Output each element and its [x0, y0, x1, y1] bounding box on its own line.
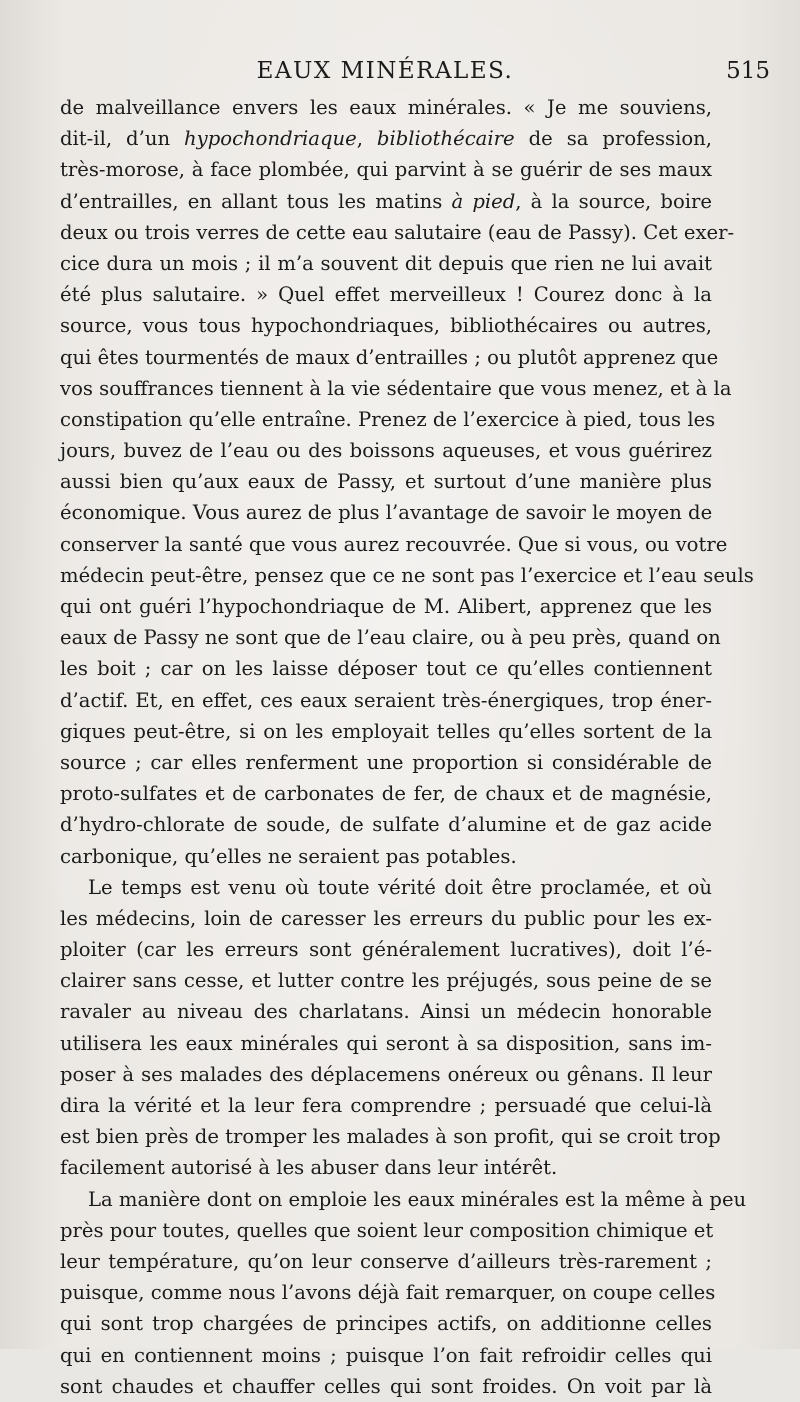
paragraph-1: [60, 92, 754, 872]
text-line: constipation qu’elle entraîne. Prenez de l’exercice à pied, tous les: [60, 407, 716, 431]
text-line: près pour toutes, quelles que soient leur composition chimique et: [60, 1218, 714, 1242]
text-line: qui ont guéri l’hypochondriaque de M. Alibert, apprenez que les: [60, 595, 712, 618]
text-line: très-morose, à face plombée, qui parvint à se guérir de ses maux: [60, 158, 712, 182]
text-line: carbonique, qu’elles ne seraient pas potables.: [60, 844, 517, 868]
text-line: leur température, qu’on leur conserve d’ailleurs très-rarement ;: [60, 1249, 712, 1273]
text-line: proto-sulfates et de carbonates de fer, de chaux et de magnésie,: [60, 782, 712, 806]
paragraph-3: [60, 1184, 747, 1402]
text-line: conserver la santé que vous aurez recouvrée. Que si vous, ou votre: [60, 532, 728, 556]
text-line: facilement autorisé à les abuser dans leur intérêt.: [60, 1156, 558, 1180]
text-line: les boit ; car on les laisse déposer tout ce qu’elles contiennent: [60, 657, 712, 681]
text-span: de sa profession,: [514, 127, 712, 151]
text-line: [60, 186, 712, 217]
text-line: jours, buvez de l’eau ou des boissons aqueuses, et vous guérirez: [60, 439, 712, 463]
text-line: aussi bien qu’aux eaux de Passy, et surtout d’une manière plus: [60, 470, 712, 494]
text-line: source ; car elles renferment une proportion si considérable de: [60, 750, 712, 774]
text-line: qui en contiennent moins ; puisque l’on fait refroidir celles qui: [60, 1343, 712, 1367]
text-line: La manière dont on emploie les eaux minérales est la même à peu: [88, 1187, 747, 1211]
text-line: d’hydro-chlorate de soude, de sulfate d’alumine et de gaz acide: [60, 813, 712, 837]
text-span: d’entrailles, en allant tous les matins: [60, 189, 452, 213]
italic-text: à pied: [451, 189, 516, 213]
page-header: [60, 58, 770, 88]
text-line: qui êtes tourmentés de maux d’entrailles ; ou plutôt apprenez que: [60, 345, 719, 369]
text-line: utilisera les eaux minérales qui seront à sa disposition, sans im-: [60, 1031, 712, 1055]
text-line: Le temps est venu où toute vérité doit être proclamée, et où: [88, 875, 712, 899]
text-line: giques peut-être, si on les employait telles qu’elles sortent de la: [60, 719, 712, 743]
text-line: ravaler au niveau des charlatans. Ainsi un médecin honorable: [60, 1000, 712, 1024]
text-span: ,: [356, 127, 377, 151]
text-span: , à la source, boire: [515, 189, 712, 213]
text-line: les médecins, loin de caresser les erreurs du public pour les ex-: [60, 906, 712, 930]
text-line: cice dura un mois ; il m’a souvent dit depuis que rien ne lui avait: [60, 251, 712, 275]
text-line: été plus salutaire. » Quel effet merveilleux ! Courez donc à la: [60, 283, 712, 307]
text-line: est bien près de tromper les malades à son profit, qui se croit trop: [60, 1125, 721, 1149]
text-line: d’actif. Et, en effet, ces eaux seraient très-énergiques, trop éner-: [60, 688, 712, 712]
body-text: [60, 92, 754, 1402]
italic-text: hypochondriaque: [184, 127, 357, 151]
text-line: économique. Vous aurez de plus l’avantage de savoir le moyen de: [60, 501, 713, 525]
text-line: eaux de Passy ne sont que de l’eau claire, ou à peu près, quand on: [60, 626, 721, 650]
italic-text: bibliothécaire: [376, 127, 515, 151]
text-line: ploiter (car les erreurs sont généralement lucratives), doit l’é-: [60, 938, 712, 962]
text-line: vos souffrances tiennent à la vie sédentaire que vous menez, et à la: [60, 376, 732, 400]
text-line: deux ou trois verres de cette eau salutaire (eau de Passy). Cet exer-: [60, 220, 735, 244]
text-line: médecin peut-être, pensez que ce ne sont pas l’exercice et l’eau seuls: [60, 563, 754, 587]
text-line: [60, 123, 712, 154]
text-line: puisque, comme nous l’avons déjà fait remarquer, on coupe celles: [60, 1281, 716, 1305]
paragraph-2: [60, 872, 721, 1184]
text-line: de malveillance envers les eaux minérales. « Je me souviens,: [60, 96, 712, 119]
text-line: source, vous tous hypochondriaques, bibliothécaires ou autres,: [60, 314, 712, 338]
running-head: EAUX MINÉRALES.: [256, 58, 514, 84]
text-line: dira la vérité et la leur fera comprendre ; persuadé que celui-là: [60, 1094, 712, 1117]
text-line: sont chaudes et chauffer celles qui sont froides. On voit par là: [60, 1374, 712, 1398]
text-line: poser à ses malades des déplacemens onéreux ou gênans. Il leur: [60, 1062, 712, 1086]
text-line: clairer sans cesse, et lutter contre les préjugés, sous peine de se: [60, 969, 712, 993]
text-line: qui sont trop chargées de principes actifs, on additionne celles: [60, 1312, 712, 1336]
page-number: 515: [726, 58, 770, 84]
text-span: dit-il, d’un: [60, 127, 185, 151]
